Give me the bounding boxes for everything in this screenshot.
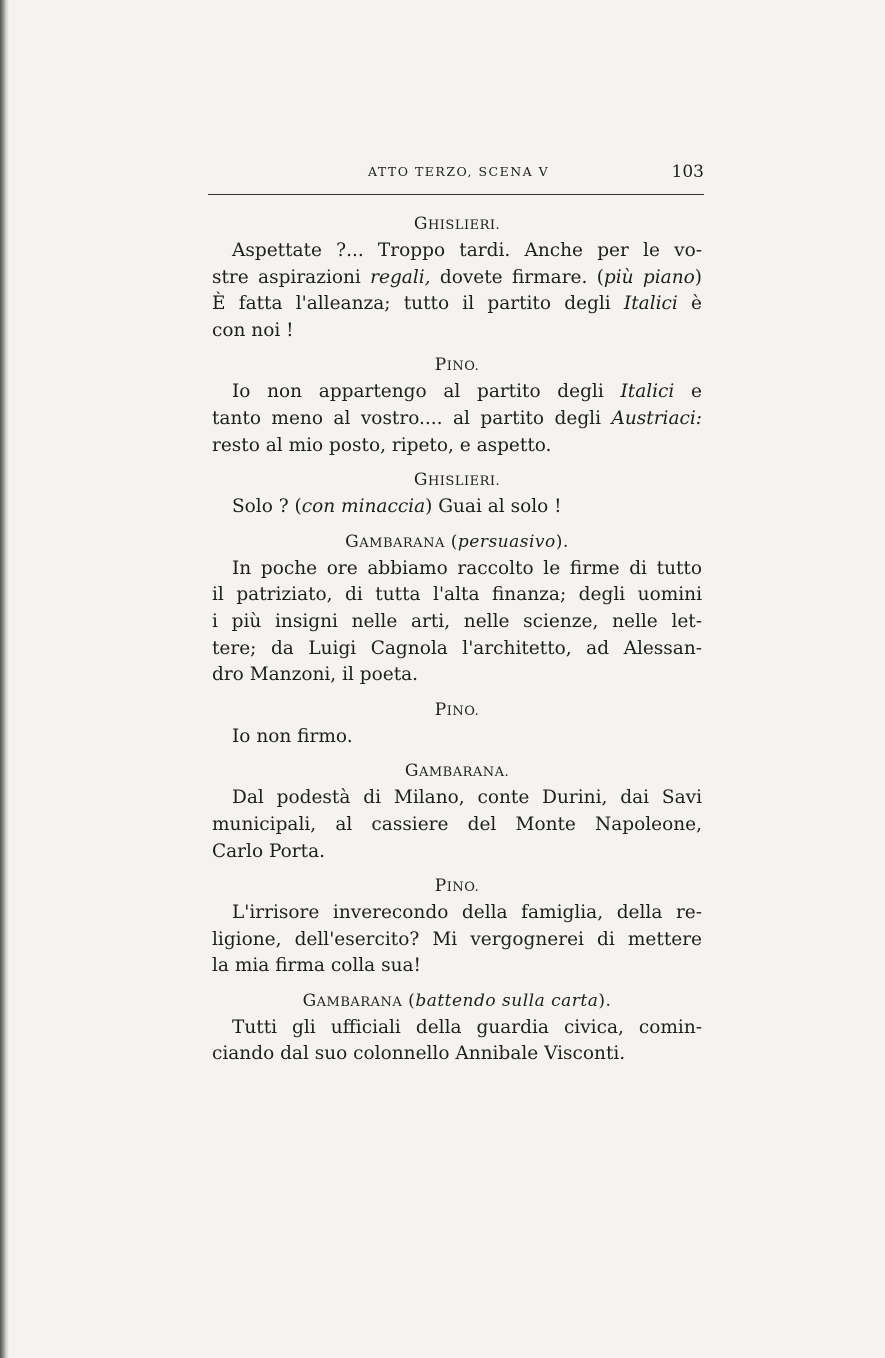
header-rule — [208, 194, 704, 195]
speaker-name: GHISLIERI. — [413, 470, 501, 491]
text-line: Solo ? (con minaccia) Guai al solo ! — [232, 496, 562, 518]
page-header — [208, 162, 704, 190]
text-line: dro Manzoni, il poeta. — [212, 664, 419, 686]
text-line: Carlo Porta. — [212, 840, 325, 862]
text-line: Io non appartengo al partito degli Italici e — [232, 381, 702, 403]
speaker-name: GAMBARANA. — [404, 761, 510, 782]
text-line: tanto meno al vostro.... al partito degli Austriaci: — [212, 407, 702, 429]
speaker-name: GHISLIERI. — [413, 214, 501, 234]
text-line: L'irrisore inverecondo della famiglia, della re- — [232, 902, 702, 924]
text-line: ligione, dell'esercito? Mi vergognerei di mettere — [212, 928, 702, 950]
running-title: ATTO TERZO, SCENA V — [368, 164, 550, 179]
text-line: il patriziato, di tutta l'alta finanza; degli uomini — [212, 584, 702, 606]
speaker-name: GAMBARANA (battendo sulla carta). — [302, 990, 612, 1011]
text-line: ciando dal suo colonnello Annibale Visconti. — [212, 1043, 626, 1065]
text-line: stre aspirazioni regali, dovete firmare. (più piano) — [212, 266, 702, 288]
speaker-name: PINO. — [434, 876, 480, 897]
text-line: Io non firmo. — [232, 725, 353, 747]
dialogue-text — [212, 212, 702, 1068]
text-line: resto al mio posto, ripeto, e aspetto. — [212, 434, 552, 456]
text-line: i più insigni nelle arti, nelle scienze, nelle let- — [212, 610, 702, 632]
speaker-name: PINO. — [434, 699, 480, 720]
text-line: Aspettate ?... Troppo tardi. Anche per le vo- — [232, 240, 702, 261]
speaker-name: GAMBARANA (persuasivo). — [345, 531, 569, 552]
text-line: Dal podestà di Milano, conte Durini, dai Savi — [232, 787, 702, 809]
text-line: con noi ! — [212, 319, 294, 341]
text-line: municipali, al cassiere del Monte Napoleone, — [212, 813, 702, 835]
page-edge-shadow — [0, 0, 9, 1358]
text-line: la mia firma colla sua! — [212, 955, 421, 977]
stage-direction: persuasivo — [457, 531, 556, 552]
text-line: È fatta l'alleanza; tutto il partito degli Italici è — [212, 293, 702, 315]
page-number: 103 — [671, 162, 704, 182]
text-line: tere; da Luigi Cagnola l'architetto, ad Alessan- — [212, 637, 702, 659]
speaker-name: PINO. — [434, 355, 480, 376]
text-line: In poche ore abbiamo raccolto le firme di tutto — [232, 557, 702, 579]
text-line: Tutti gli ufficiali della guardia civica, comin- — [232, 1016, 702, 1038]
stage-direction: battendo sulla carta — [415, 990, 599, 1011]
